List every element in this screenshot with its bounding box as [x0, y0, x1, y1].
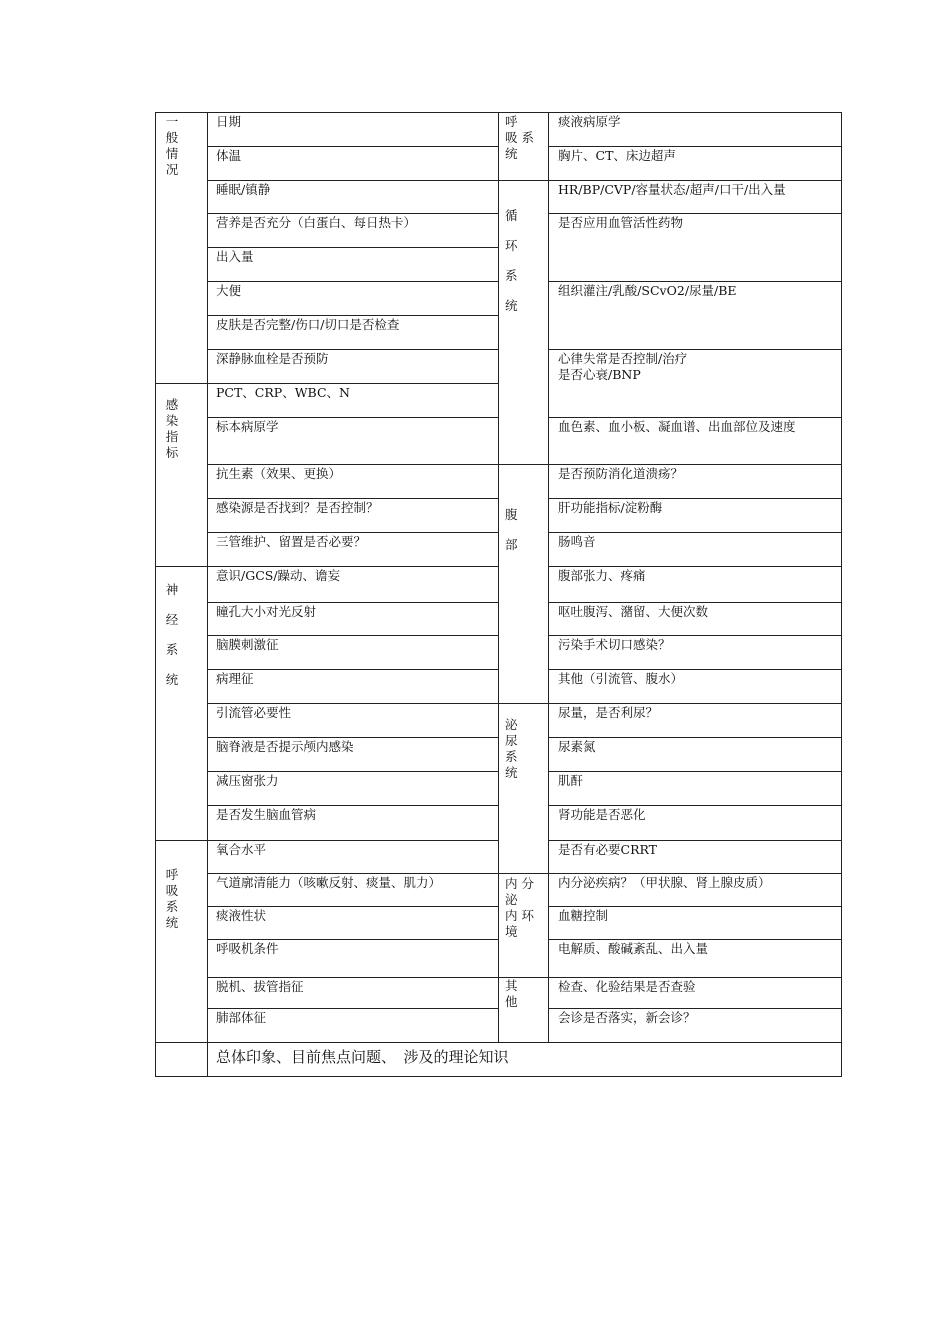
rule-line — [548, 703, 842, 704]
left-item: 出入量 — [216, 249, 254, 264]
left-item: 抗生素（效果、更换） — [216, 466, 342, 481]
rule-line — [841, 112, 842, 1077]
rule-line — [548, 805, 842, 806]
left-item: PCT、CRP、WBC、N — [216, 385, 350, 400]
left-item: 痰液性状 — [216, 908, 267, 923]
left-item: 感染源是否找到？是否控制？ — [216, 500, 379, 515]
rule-line — [548, 669, 842, 670]
left-item: 呼吸机条件 — [216, 941, 279, 956]
rule-line — [155, 1042, 208, 1043]
right-item: 会诊是否落实，新会诊？ — [558, 1010, 696, 1025]
section-char: 其 — [505, 978, 518, 993]
section-label-abd — [505, 507, 523, 567]
rule-line — [207, 532, 499, 533]
rule-line — [548, 349, 842, 350]
rule-line — [548, 498, 842, 499]
section-char: 指 — [165, 429, 179, 444]
rule-line — [207, 771, 499, 772]
section-char: 循 — [505, 208, 518, 223]
rule-line — [155, 840, 208, 841]
left-item: 瞳孔大小对光反射 — [216, 604, 317, 619]
right-item: 其他（引流管、腹水） — [558, 671, 684, 686]
rule-line — [207, 180, 499, 181]
rule-line — [207, 635, 499, 636]
left-item: 皮肤是否完整/伤口/切口是否检查 — [216, 317, 400, 332]
rule-line — [548, 977, 842, 978]
section-char: 呼 — [165, 867, 179, 882]
section-char: 标 — [165, 445, 179, 460]
rule-line — [207, 566, 499, 567]
section-label-circ — [505, 208, 523, 328]
rule-line — [498, 703, 549, 704]
section-char: 般 — [165, 130, 179, 145]
section-label-neuro — [163, 582, 181, 702]
section-char: 感 — [165, 397, 179, 412]
rule-line — [207, 112, 499, 113]
section-char: 尿 — [505, 733, 518, 748]
right-item: 尿量，是否利尿？ — [558, 705, 659, 720]
right-item: 心律失常是否控制/治疗 — [558, 351, 688, 366]
left-item: 营养是否充分（白蛋白、每日热卡） — [216, 215, 417, 230]
section-char: 统 — [165, 915, 179, 930]
section-label-general — [163, 114, 181, 178]
rule-line — [207, 417, 499, 418]
rule-line — [207, 737, 499, 738]
rule-line — [207, 840, 499, 841]
rule-line — [548, 771, 842, 772]
section-label-resp — [163, 867, 181, 931]
right-item: 胸片、CT、床边超声 — [558, 148, 676, 163]
left-item: 意识/GCS/躁动、谵妄 — [216, 568, 341, 583]
section-char: 吸 — [165, 883, 179, 898]
rule-line — [548, 635, 842, 636]
section-char: 吸 系 — [505, 130, 534, 145]
right-item: 肝功能指标/淀粉酶 — [558, 500, 663, 515]
rule-line — [498, 180, 549, 181]
section-char: 部 — [505, 537, 518, 552]
right-item: 肌酐 — [558, 773, 584, 788]
rule-line — [548, 939, 842, 940]
rule-line — [498, 112, 549, 113]
rule-line — [548, 213, 842, 214]
left-item: 脑膜刺激征 — [216, 637, 279, 652]
section-char: 内 分 — [505, 876, 534, 891]
section-char: 他 — [505, 994, 518, 1009]
right-item: 肾功能是否恶化 — [558, 807, 646, 822]
right-item: 内分泌疾病？（甲状腺、肾上腺皮质） — [558, 875, 771, 890]
rule-line — [155, 112, 208, 113]
rule-line — [155, 566, 208, 567]
section-char: 泌 — [505, 892, 518, 907]
left-item: 肺部体征 — [216, 1010, 267, 1025]
rule-line — [207, 977, 499, 978]
left-item: 脑脊液是否提示颅内感染 — [216, 739, 354, 754]
rule-line — [548, 112, 549, 1043]
section-char: 系 — [505, 268, 518, 283]
section-char: 腹 — [505, 507, 518, 522]
rule-line — [548, 112, 842, 113]
left-item: 深静脉血栓是否预防 — [216, 351, 329, 366]
rule-line — [548, 906, 842, 907]
left-item: 大便 — [216, 283, 242, 298]
rule-line — [207, 703, 499, 704]
rule-line — [207, 669, 499, 670]
right-item: 电解质、酸碱紊乱、出入量 — [558, 941, 709, 956]
section-label-infection — [163, 397, 181, 461]
section-char: 统 — [505, 298, 518, 313]
section-char: 泌 — [505, 717, 518, 732]
left-item: 体温 — [216, 148, 242, 163]
rule-line — [548, 180, 842, 181]
rule-line — [207, 939, 499, 940]
right-item: 血糖控制 — [558, 908, 609, 923]
rule-line — [498, 464, 549, 465]
left-item: 是否发生脑血管病 — [216, 807, 317, 822]
section-char: 染 — [165, 413, 179, 428]
left-item: 睡眠/镇静 — [216, 182, 271, 197]
section-label-endo — [505, 876, 545, 940]
section-char: 系 — [505, 749, 518, 764]
rule-line — [207, 1042, 499, 1043]
rule-line — [207, 247, 499, 248]
rule-line — [548, 417, 842, 418]
section-label-other — [505, 978, 523, 1010]
rule-line — [548, 1008, 842, 1009]
left-item: 氧合水平 — [216, 842, 267, 857]
section-char: 环 — [505, 238, 518, 253]
rule-line — [548, 602, 842, 603]
right-item: 是否应用血管活性药物 — [558, 215, 684, 230]
rule-line — [155, 1076, 842, 1077]
section-char: 统 — [505, 765, 518, 780]
left-item: 病理征 — [216, 671, 254, 686]
right-item: 是否有必要CRRT — [558, 842, 658, 857]
rule-line — [498, 112, 499, 1043]
right-item: 血色素、血小板、凝血谱、出血部位及速度 — [558, 419, 796, 434]
checklist-table — [155, 112, 841, 1076]
section-char: 境 — [505, 924, 518, 939]
rule-line — [207, 349, 499, 350]
right-item: 检查、化验结果是否查验 — [558, 979, 696, 994]
left-item: 引流管必要性 — [216, 705, 292, 720]
rule-line — [548, 873, 842, 874]
rule-line — [155, 112, 156, 1077]
section-char: 情 — [165, 146, 179, 161]
section-char: 一 — [165, 114, 179, 129]
section-char: 统 — [505, 146, 518, 161]
section-char: 经 — [165, 612, 179, 627]
right-item: 是否心衰/BNP — [558, 367, 641, 382]
rule-line — [207, 906, 499, 907]
rule-line — [207, 1008, 499, 1009]
section-char: 系 — [165, 642, 179, 657]
right-item: 是否预防消化道溃疡？ — [558, 466, 684, 481]
rule-line — [548, 532, 842, 533]
rule-line — [548, 146, 842, 147]
footer-summary: 总体印象、目前焦点问题、 涉及的理论知识 — [216, 1048, 509, 1066]
right-item: 肠鸣音 — [558, 534, 596, 549]
section-char: 统 — [165, 672, 179, 687]
rule-line — [548, 281, 842, 282]
right-item: 污染手术切口感染？ — [558, 637, 671, 652]
rule-line — [155, 383, 208, 384]
rule-line — [548, 1042, 842, 1043]
section-char: 况 — [165, 162, 179, 177]
rule-line — [207, 281, 499, 282]
rule-line — [207, 146, 499, 147]
right-item: 组织灌注/乳酸/SCvO2/尿量/BE — [558, 283, 737, 298]
section-char: 系 — [165, 899, 179, 914]
rule-line — [207, 602, 499, 603]
left-item: 三管维护、留置是否必要？ — [216, 534, 367, 549]
section-char: 神 — [165, 582, 179, 597]
rule-line — [548, 737, 842, 738]
rule-line — [207, 805, 499, 806]
rule-line — [207, 873, 499, 874]
rule-line — [207, 315, 499, 316]
right-item: HR/BP/CVP/容量状态/超声/口干/出入量 — [558, 182, 786, 197]
rule-line — [548, 464, 842, 465]
rule-line — [548, 566, 842, 567]
right-item: 痰液病原学 — [558, 114, 621, 129]
left-item: 标本病原学 — [216, 419, 279, 434]
rule-line — [207, 464, 499, 465]
right-item: 腹部张力、疼痛 — [558, 568, 646, 583]
rule-line — [548, 840, 842, 841]
rule-line — [207, 213, 499, 214]
rule-line — [207, 112, 208, 1077]
section-char: 内 环 — [505, 908, 534, 923]
section-char: 呼 — [505, 114, 518, 129]
right-item: 尿素氮 — [558, 739, 596, 754]
rule-line — [498, 1042, 549, 1043]
rule-line — [207, 383, 499, 384]
left-item: 脱机、拔管指征 — [216, 979, 304, 994]
rule-line — [207, 498, 499, 499]
left-item: 气道廓清能力（咳嗽反射、痰量、肌力） — [216, 875, 442, 890]
rule-line — [498, 873, 549, 874]
section-label-uro — [505, 717, 523, 781]
section-label-resp2 — [505, 114, 545, 162]
left-item: 减压窗张力 — [216, 773, 279, 788]
left-item: 日期 — [216, 114, 242, 129]
right-item: 呕吐腹泻、潴留、大便次数 — [558, 604, 709, 619]
